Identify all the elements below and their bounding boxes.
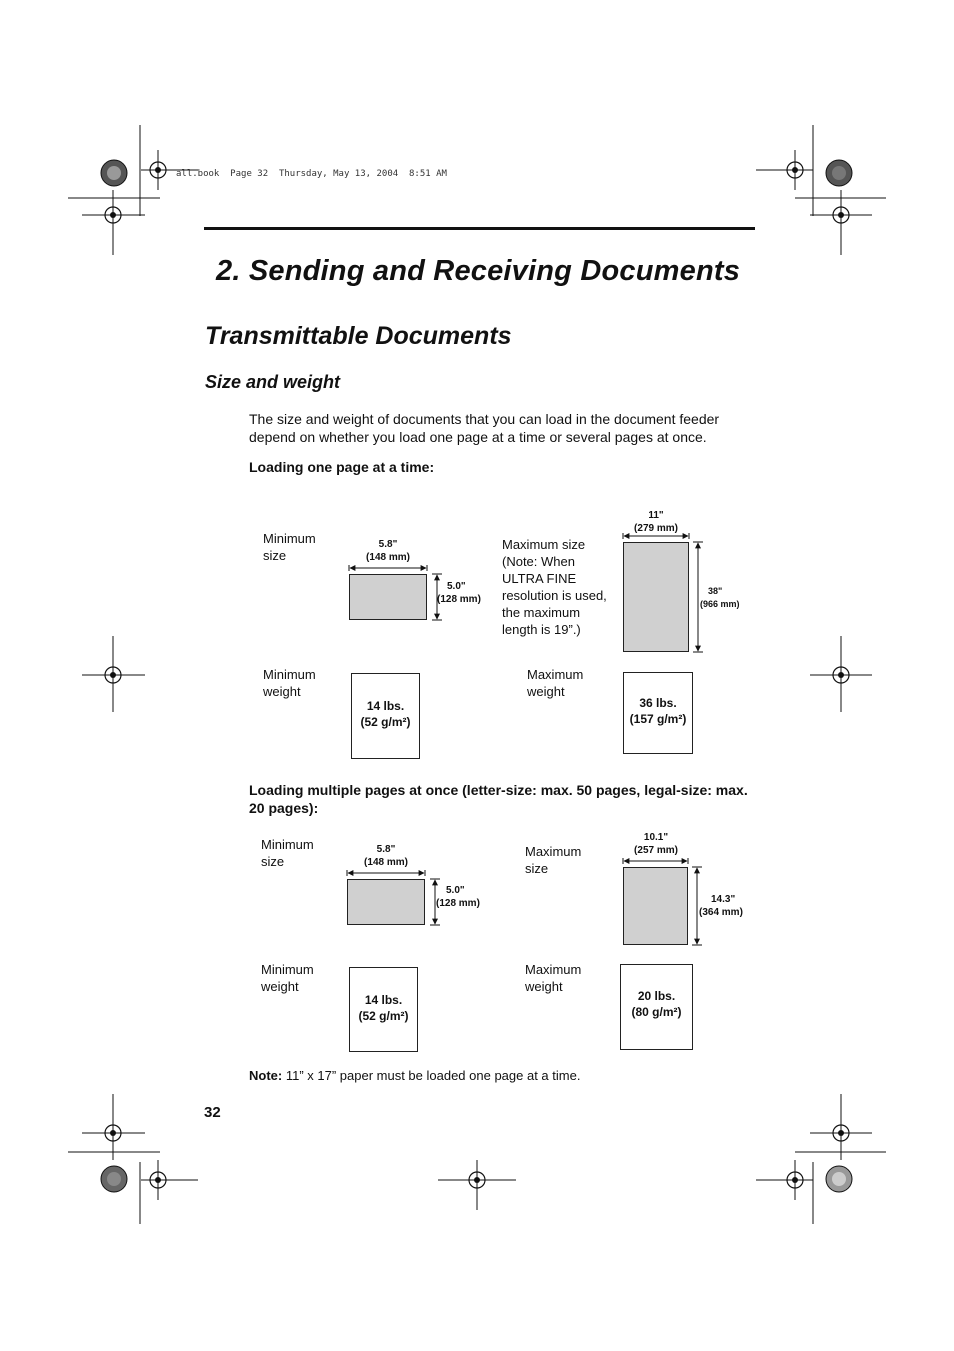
- note-text: 11” x 17” paper must be loaded one page at a time.: [282, 1068, 581, 1083]
- multi-min-weight-label: Minimum weight: [261, 962, 314, 994]
- multi-min-height-mm: (128 mm): [436, 898, 480, 909]
- multi-max-size-label: Maximum size: [525, 844, 582, 876]
- chapter-title: 2. Sending and Receiving Documents: [216, 255, 741, 287]
- multi-min-height-inch: 5.0": [446, 885, 465, 896]
- multi-max-weight-lbs: 20 lbs.: [637, 989, 676, 1003]
- single-max-weight-gsm: (157 g/m²): [629, 712, 687, 726]
- multi-max-height-inch: 14.3": [711, 894, 736, 905]
- multi-min-width-mm: (148 mm): [364, 857, 408, 868]
- single-max-weight-label: Maximum weight: [527, 667, 584, 699]
- single-max-width-mm: (279 mm): [634, 523, 678, 534]
- multi-max-width-inch: 10.1": [643, 832, 669, 843]
- single-max-size-label: Maximum size (Note: When ULTRA FINE resolution is used, the maximum length is 19”.): [502, 537, 607, 637]
- multi-min-weight-gsm: (52 g/m²): [358, 1009, 409, 1023]
- single-min-height-inch: 5.0": [447, 581, 466, 592]
- note-label: Note:: [249, 1068, 283, 1083]
- multi-min-width-inch: 5.8": [376, 844, 396, 855]
- note: [249, 1068, 580, 1083]
- single-min-weight-label: Minimum weight: [263, 667, 316, 699]
- page-number: 32: [204, 1104, 221, 1121]
- multi-max-weight-label: Maximum weight: [525, 962, 582, 994]
- single-max-height-mm: (966 mm): [700, 599, 740, 609]
- single-max-weight-lbs: 36 lbs.: [639, 696, 677, 710]
- multi-min-weight-lbs: 14 lbs.: [364, 993, 403, 1007]
- multi-min-size-label: Minimum size: [261, 837, 314, 869]
- single-max-height-inch: 38": [708, 586, 723, 596]
- single-min-width-inch: 5.8": [378, 539, 398, 550]
- single-min-height-mm: (128 mm): [437, 594, 481, 605]
- single-min-weight-lbs: 14 lbs.: [366, 699, 405, 713]
- multi-max-width-mm: (257 mm): [634, 845, 678, 856]
- single-min-weight-gsm: (52 g/m²): [360, 715, 411, 729]
- intro-paragraph: The size and weight of documents that you can load in the document feeder depend on whether you load one page at a time or several pages at once.: [249, 411, 720, 445]
- single-page-heading: Loading one page at a time:: [249, 459, 435, 475]
- single-min-size-label: Minimum size: [263, 531, 316, 563]
- section-title: Transmittable Documents: [205, 322, 512, 350]
- subsection-title: Size and weight: [205, 372, 341, 392]
- print-stamp: all.book Page 32 Thursday, May 13, 2004 8:51 AM: [176, 169, 447, 179]
- multi-max-height-mm: (364 mm): [699, 907, 743, 918]
- single-max-width-inch: 11": [648, 510, 664, 521]
- multi-page-heading: Loading multiple pages at once (letter-size: max. 50 pages, legal-size: max. 20 pages):: [249, 782, 748, 816]
- multi-max-weight-gsm: (80 g/m²): [631, 1005, 682, 1019]
- single-min-width-mm: (148 mm): [366, 552, 410, 563]
